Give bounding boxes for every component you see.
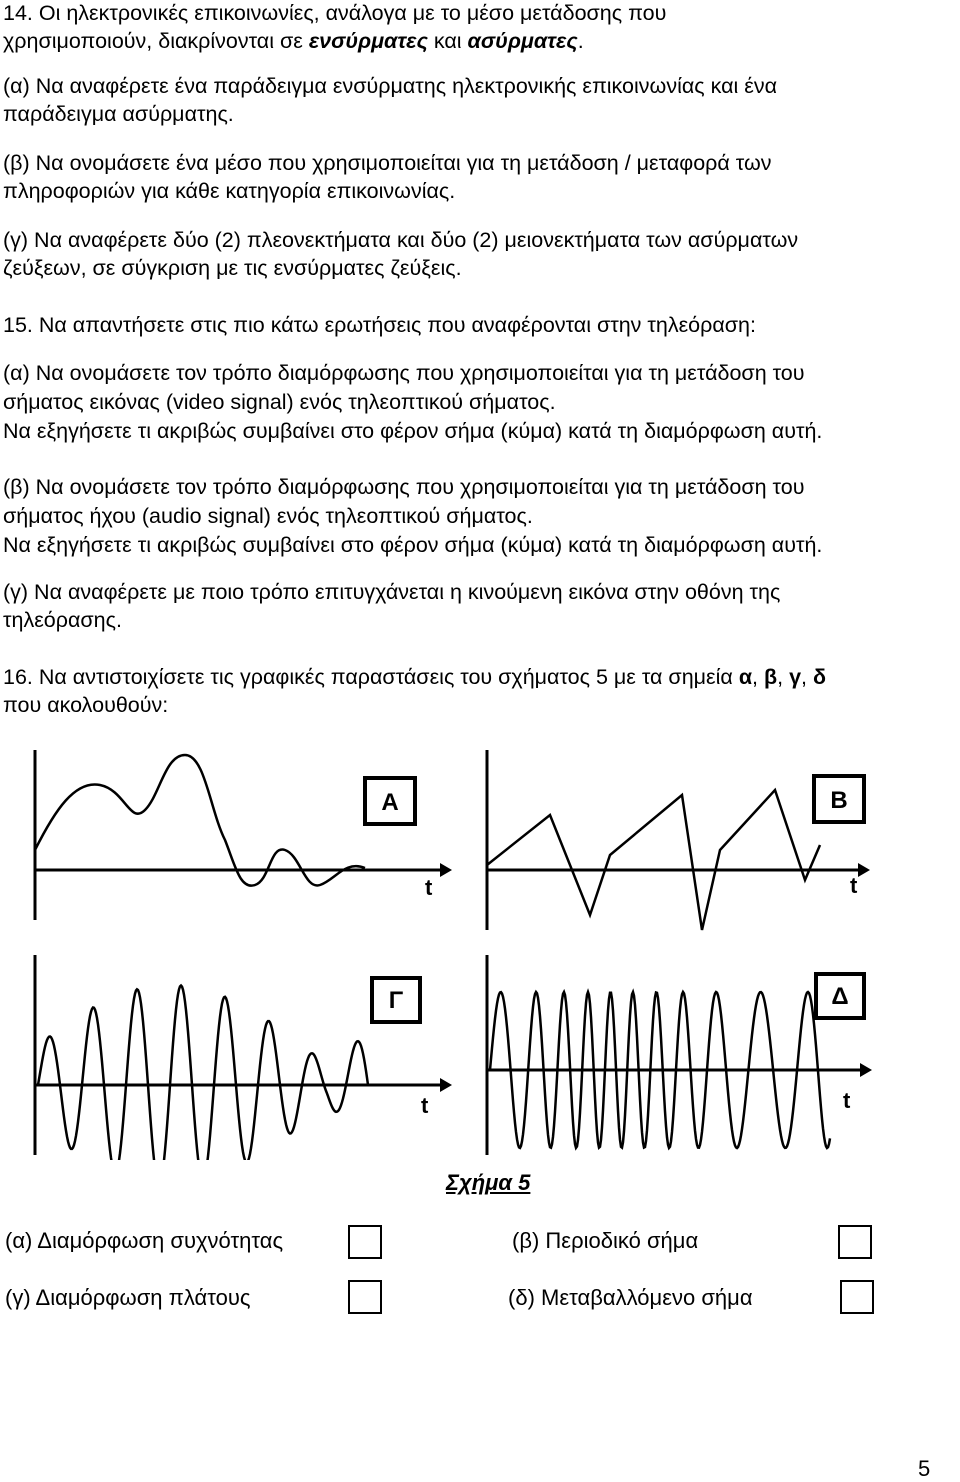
graph-b [487,750,870,930]
graph-a-signal [35,755,365,886]
page-number: 5 [918,1456,931,1481]
option-c-label: (γ) Διαμόρφωση πλάτους [5,1285,251,1310]
q16-line1-text: 16. Να αντιστοιχίσετε τις γραφικές παραστάσεις του σχήματος 5 με τα σημεία [3,665,739,689]
q16-sep1: , [752,665,764,689]
q14-b-line1: (β) Να ονομάσετε ένα μέσο που χρησιμοποιείται για τη μετάδοση / μεταφορά των [3,151,772,175]
q16-line2: που ακολουθούν: [3,693,169,717]
q14-and: και [427,29,468,53]
q16-gamma: γ [789,665,802,689]
q15-b-line1: (β) Να ονομάσετε τον τρόπο διαμόρφωσης που χρησιμοποιείται για τη μετάδοση του [3,475,805,499]
q16-sep3: , [801,665,813,689]
q15-c-line2: τηλεόρασης. [3,608,122,632]
q14-a-line2: παράδειγμα ασύρματης. [3,102,234,126]
graph-b-signal [487,790,820,930]
graph-gamma [35,955,452,1160]
q14-c-line1: (γ) Να αναφέρετε δύο (2) πλεονεκτήματα και δύο (2) μειονεκτήματα των ασύρματων [3,228,799,252]
graph-b-arrow-icon [858,863,870,877]
option-d-checkbox[interactable] [840,1280,874,1314]
graph-gamma-signal [38,986,368,1161]
graph-gamma-label: Γ [388,987,404,1014]
graph-gamma-t-label: t [421,1093,429,1118]
graph-delta-arrow-icon [860,1063,872,1077]
q15-c-line1: (γ) Να αναφέρετε με ποιο τρόπο επιτυγχάνεται η κινούμενη εικόνα στην οθόνη της [3,580,781,604]
q14-line2 [3,28,584,54]
q16-line1 [3,664,826,690]
option-b-label: (β) Περιοδικό σήμα [512,1228,699,1253]
graph-delta-label: Δ [831,983,849,1010]
q16-beta: β [763,665,778,689]
q16-sep2: , [777,665,790,689]
figure-caption: Σχήμα 5 [446,1170,531,1195]
q16-alpha: α [738,665,753,689]
q14-c-line2: ζεύξεων, σε σύγκριση με τις ενσύρματες ζεύξεις. [3,256,462,280]
q15-a-line1: (α) Να ονομάσετε τον τρόπο διαμόρφωσης που χρησιμοποιείται για τη μετάδοση του [3,361,805,385]
q14-line1: 14. Οι ηλεκτρονικές επικοινωνίες, ανάλογα με το μέσο μετάδοσης που [3,1,667,25]
graph-gamma-arrow-icon [440,1078,452,1092]
figure-5 [0,740,960,1160]
graph-b-label: B [830,787,848,814]
option-a-checkbox[interactable] [348,1225,382,1259]
option-c-checkbox[interactable] [348,1280,382,1314]
q15-b-line3: Να εξηγήσετε τι ακριβώς συμβαίνει στο φέρον σήμα (κύμα) κατά τη διαμόρφωση αυτή. [3,533,823,557]
graph-b-t-label: t [850,873,858,898]
graph-a-t-label: t [425,875,433,900]
option-d-label: (δ) Μεταβαλλόμενο σήμα [508,1285,753,1310]
q14-wireless-term: ασύρματες [467,29,578,53]
q14-dot: . [577,29,584,53]
graph-a-label: A [381,789,399,816]
q15-b-line2: σήματος ήχου (audio signal) ενός τηλεοπτικού σήματος. [3,504,533,528]
q14-b-line2: πληροφοριών για κάθε κατηγορία επικοινωνίας. [3,179,456,203]
graph-a [35,750,452,920]
q15-a-line2: σήματος εικόνας (video signal) ενός τηλεοπτικού σήματος. [3,390,556,414]
q14-a-line1: (α) Να αναφέρετε ένα παράδειγμα ενσύρματης ηλεκτρονικής επικοινωνίας και ένα [3,74,778,98]
graph-delta [487,955,872,1155]
q14-wired-term: ενσύρματες [308,29,428,53]
q16-delta: δ [812,665,827,689]
graph-delta-t-label: t [843,1088,851,1113]
option-b-checkbox[interactable] [838,1225,872,1259]
q15-intro: 15. Να απαντήσετε στις πιο κάτω ερωτήσεις που αναφέρονται στην τηλεόραση: [3,313,756,337]
graph-a-arrow-icon [440,863,452,877]
q14-line2-text: χρησιμοποιούν, διακρίνονται σε [3,29,309,53]
option-a-label: (α) Διαμόρφωση συχνότητας [5,1228,284,1253]
q15-a-line3: Να εξηγήσετε τι ακριβώς συμβαίνει στο φέρον σήμα (κύμα) κατά τη διαμόρφωση αυτή. [3,419,823,443]
